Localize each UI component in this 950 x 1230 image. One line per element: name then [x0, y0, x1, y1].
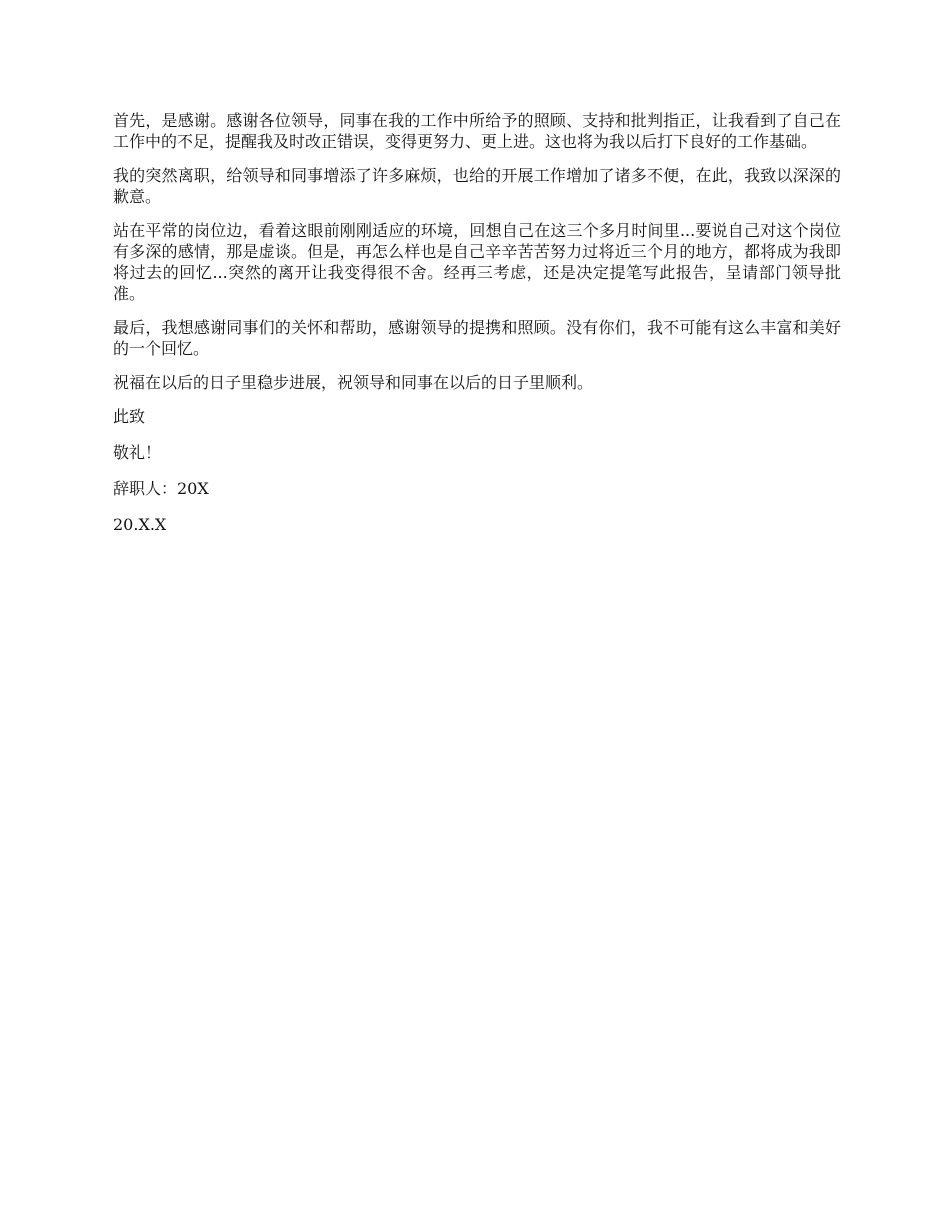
signature-line: 辞职人：20X [113, 479, 209, 498]
document-page [113, 110, 841, 550]
salutation-text: 敬礼！ [113, 443, 162, 462]
paragraph-reflection: 站在平常的岗位边，看着这眼前刚刚适应的环境，回想自己在这三个多月时间里...要说自己对这个岗位有多深的感情，那是虚谈。但是，再怎么样也是自己辛辛苦苦努力过将近三个月的地方，都将成为我即将过去的回忆...突然的离开让我变得很不舍。经再三考虑，还是决定提笔写此报告，呈请部门领导批准。 [113, 221, 841, 303]
closing-text: 此致 [113, 407, 146, 426]
paragraph-thanks: 首先，是感谢。感谢各位领导，同事在我的工作中所给予的照顾、支持和批判指正，让我看到了自己在工作中的不足，提醒我及时改正错误，变得更努力、更上进。这也将为我以后打下良好的工作基础。 [113, 111, 841, 151]
paragraph-gratitude: 最后，我想感谢同事们的关怀和帮助，感谢领导的提携和照顾。没有你们，我不可能有这么丰富和美好的一个回忆。 [113, 318, 841, 358]
paragraph-blessing: 祝福在以后的日子里稳步进展，祝领导和同事在以后的日子里顺利。 [113, 373, 594, 392]
paragraph-apology: 我的突然离职，给领导和同事增添了许多麻烦，也给的开展工作增加了诸多不便，在此，我致以深深的歉意。 [113, 166, 841, 206]
date-line: 20.X.X [113, 515, 167, 534]
